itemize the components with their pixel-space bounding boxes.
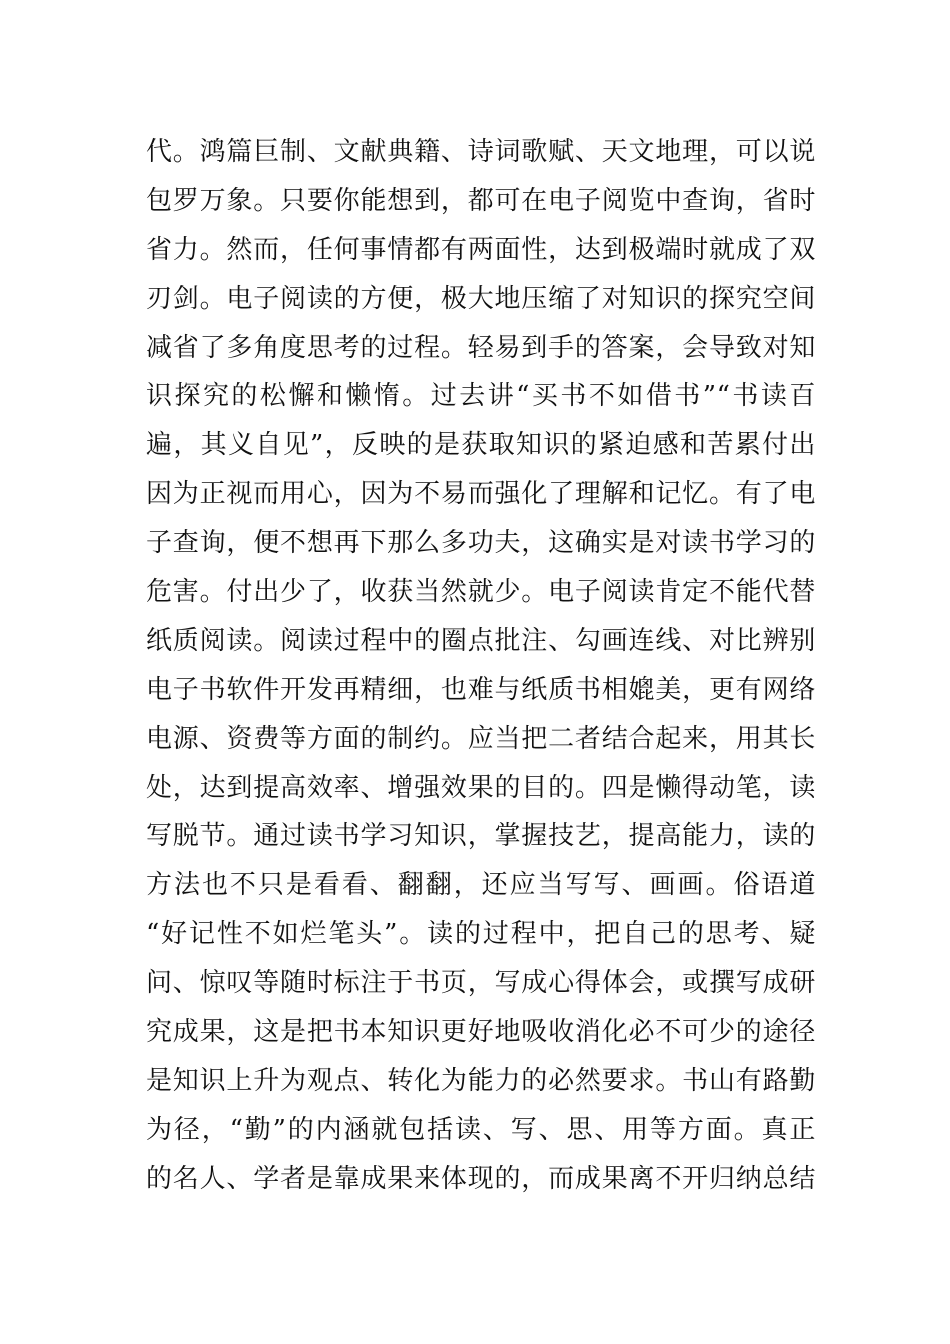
text-line: 减省了多角度思考的过程。轻易到手的答案，会导致对知 [146,332,816,363]
text-line: 的名人、学者是靠成果来体现的，而成果离不开归纳总结 [146,1163,816,1194]
text-line: 是知识上升为观点、转化为能力的必然要求。书山有路勤 [146,1065,816,1096]
text-line: 代。鸿篇巨制、文献典籍、诗词歌赋、天文地理，可以说 [146,137,816,167]
text-line: 电子书软件开发再精细，也难与纸质书相媲美，更有网络 [146,674,816,705]
text-line: 刃剑。电子阅读的方便，极大地压缩了对知识的探究空间 [146,283,816,314]
text-line: 究成果，这是把书本知识更好地吸收消化必不可少的途径 [146,1017,816,1048]
text-line: 为径，“勤”的内涵就包括读、写、思、用等方面。真正 [146,1114,816,1145]
text-line: 子查询，便不想再下那么多功夫，这确实是对读书学习的 [146,528,816,559]
text-line: “好记性不如烂笔头”。读的过程中，把自己的思考、疑 [146,919,816,950]
text-line: 电源、资费等方面的制约。应当把二者结合起来，用其长 [146,723,816,754]
text-line: 危害。付出少了，收获当然就少。电子阅读肯定不能代替 [146,577,816,608]
text-line: 写脱节。通过读书学习知识，掌握技艺，提高能力，读的 [146,821,816,852]
text-line: 包罗万象。只要你能想到，都可在电子阅览中查询，省时 [146,185,816,216]
text-line: 因为正视而用心，因为不易而强化了理解和记忆。有了电 [146,479,816,510]
text-line: 方法也不只是看看、翻翻，还应当写写、画画。俗语道 [146,870,816,901]
text-line: 省力。然而，任何事情都有两面性，达到极端时就成了双 [146,234,816,265]
text-line: 问、惊叹等随时标注于书页，写成心得体会，或撰写成研 [146,968,816,999]
text-line: 处，达到提高效率、增强效果的目的。四是懒得动笔，读 [146,772,816,803]
text-line: 遍，其义自见”，反映的是获取知识的紧迫感和苦累付出 [146,430,816,461]
text-line: 纸质阅读。阅读过程中的圈点批注、勾画连线、对比辨别 [146,625,816,656]
text-line: 识探究的松懈和懒惰。过去讲“买书不如借书”“书读百 [146,381,816,412]
body-text [146,128,816,1204]
